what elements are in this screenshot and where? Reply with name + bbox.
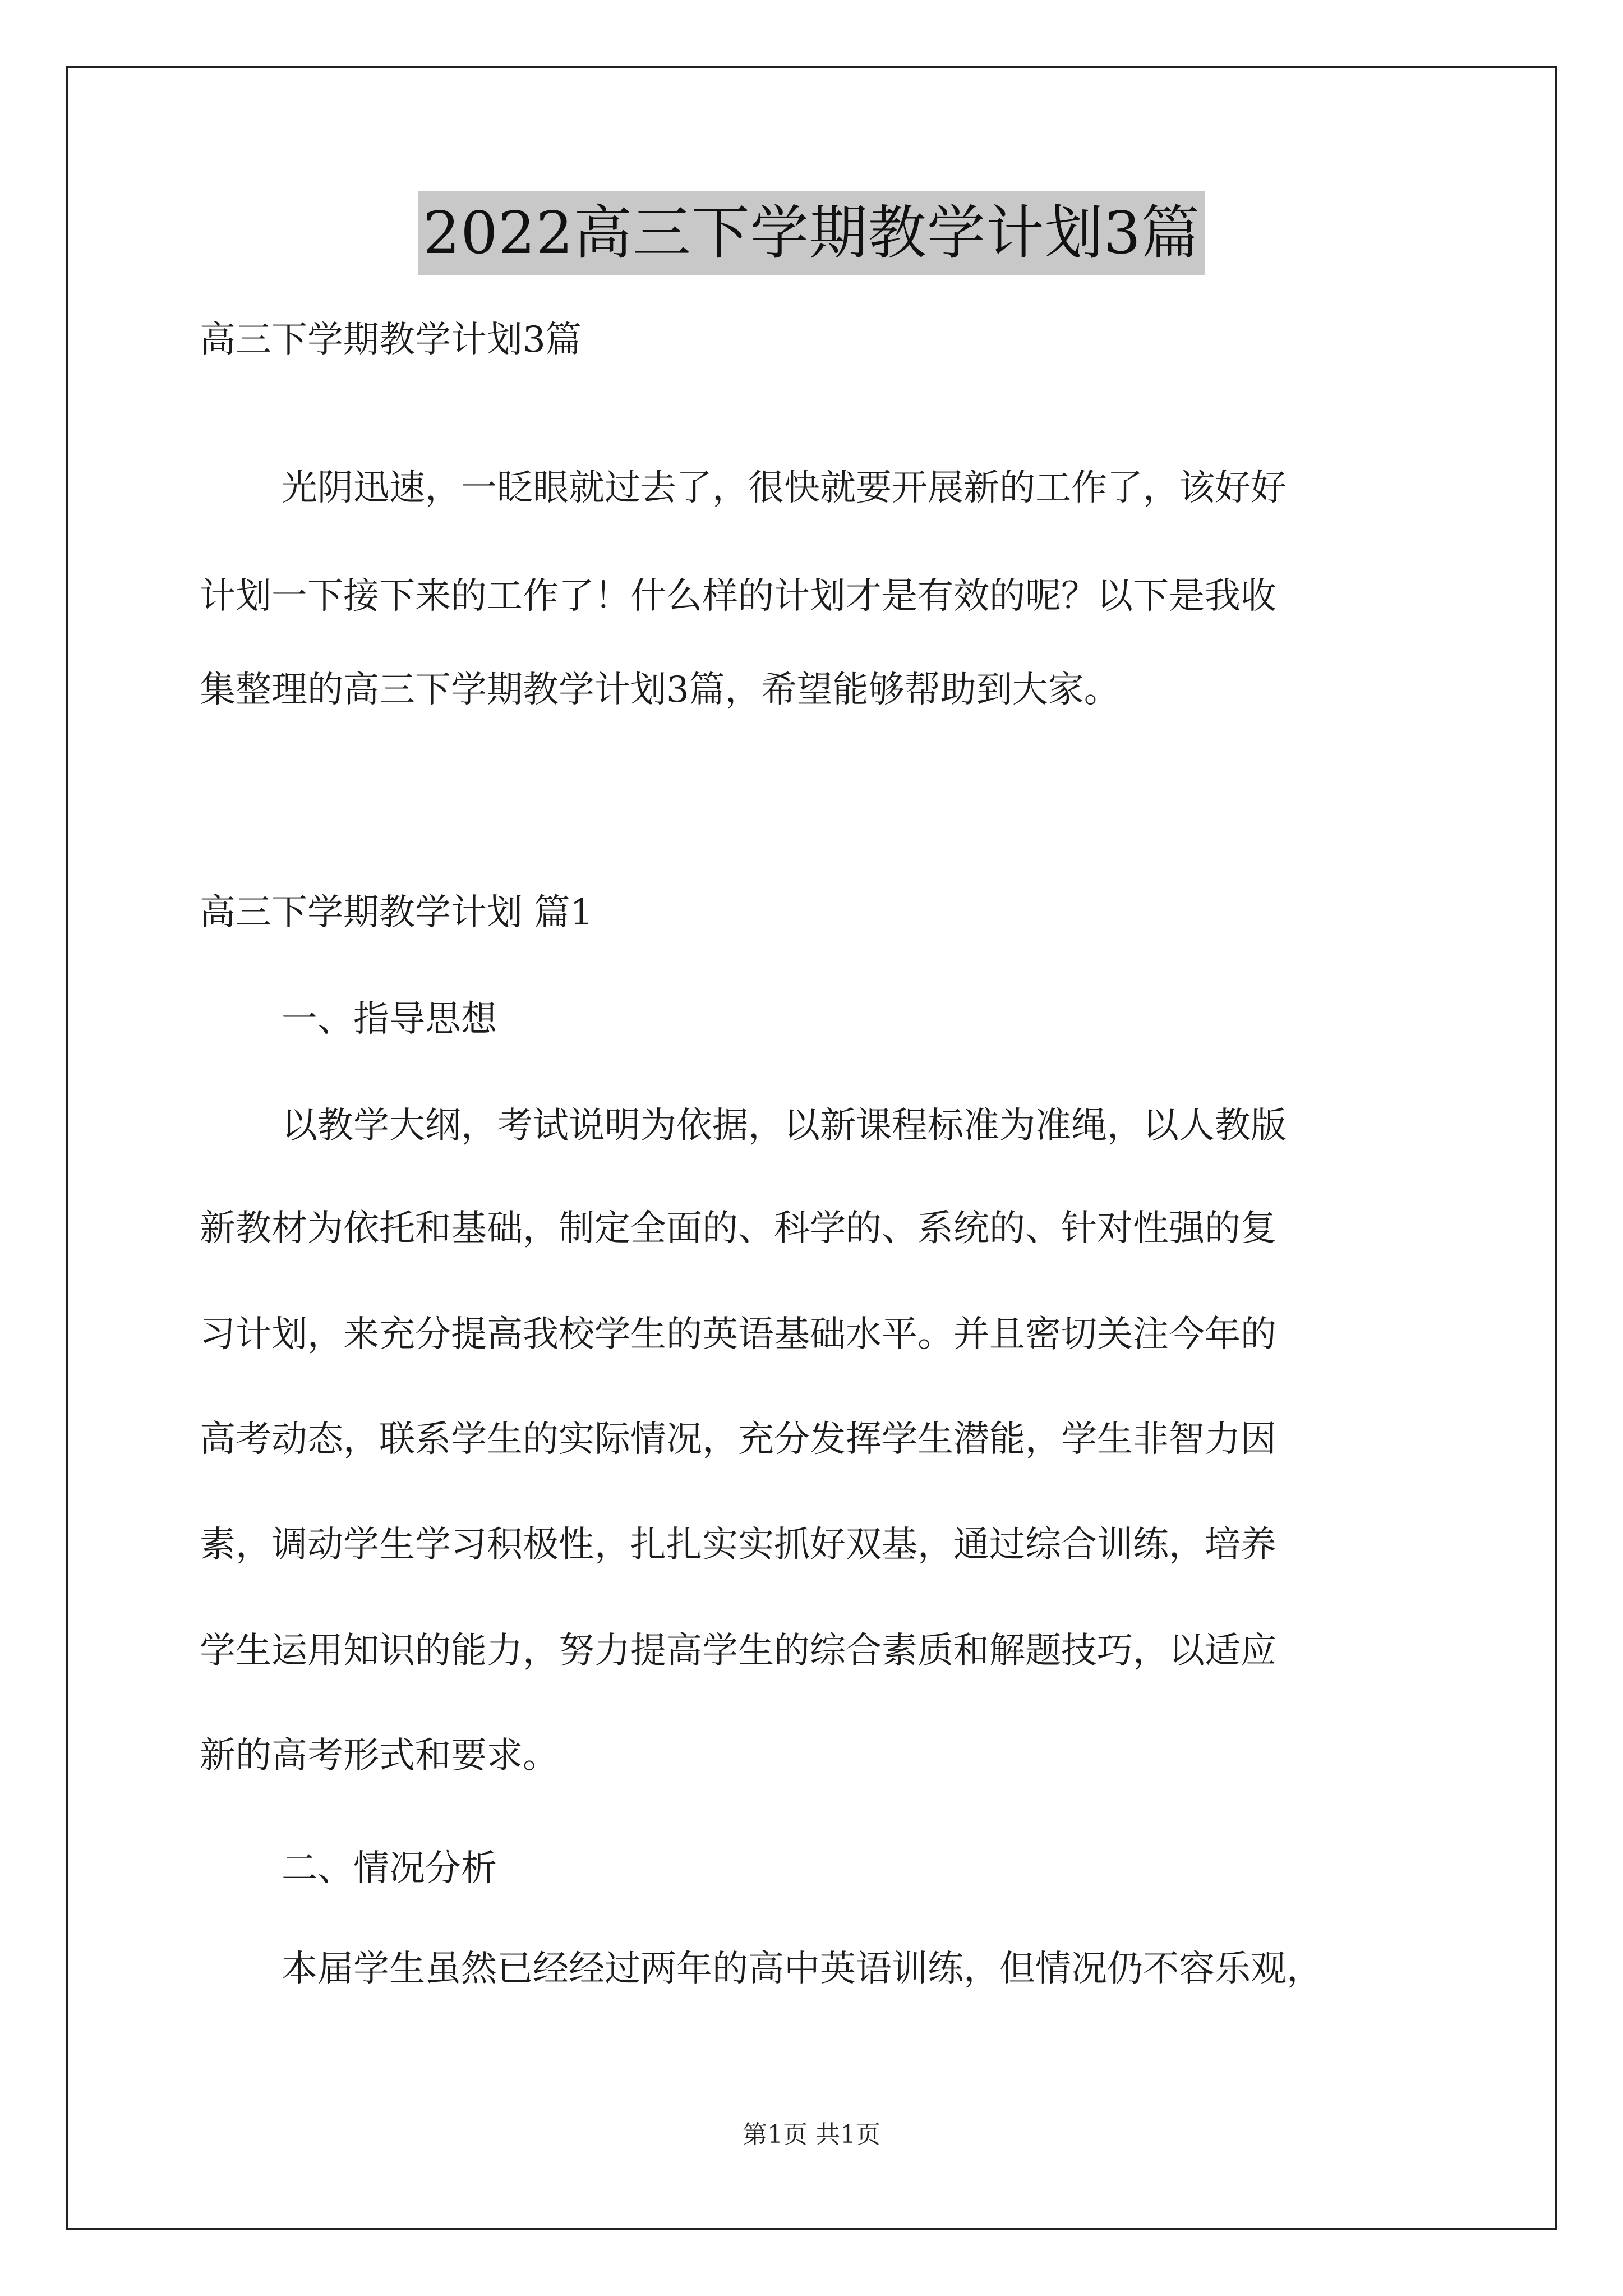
section-heading: 高三下学期教学计划 篇1: [200, 892, 593, 933]
part2-line-1: 本届学生虽然已经经过两年的高中英语训练，但情况仍不容乐观，: [282, 1948, 1322, 1990]
document-title: 2022高三下学期教学计划3篇: [418, 191, 1205, 275]
intro-line-3: 集整理的高三下学期教学计划3篇，希望能够帮助到大家。: [200, 669, 1120, 711]
intro-line-1: 光阴迅速，一眨眼就过去了，很快就要开展新的工作了，该好好: [282, 467, 1287, 509]
part1-line-3: 习计划，来充分提高我校学生的英语基础水平。并且密切关注今年的: [200, 1314, 1276, 1355]
title-container: [0, 191, 1623, 275]
part1-line-6: 学生运用知识的能力，努力提高学生的综合素质和解题技巧，以适应: [200, 1630, 1276, 1672]
part1-line-2: 新教材为依托和基础，制定全面的、科学的、系统的、针对性强的复: [200, 1208, 1276, 1249]
part1-heading: 一、指导思想: [282, 999, 497, 1040]
intro-line-2: 计划一下接下来的工作了！什么样的计划才是有效的呢？以下是我收: [200, 576, 1276, 617]
part1-line-7: 新的高考形式和要求。: [200, 1735, 559, 1777]
page-footer: 第1页 共1页: [743, 2120, 880, 2149]
part2-heading: 二、情况分析: [282, 1848, 497, 1889]
part1-line-4: 高考动态，联系学生的实际情况，充分发挥学生潜能，学生非智力因: [200, 1419, 1276, 1460]
part1-line-1: 以教学大纲，考试说明为依据，以新课程标准为准绳，以人教版: [282, 1105, 1287, 1147]
document-subtitle: 高三下学期教学计划3篇: [200, 319, 582, 361]
part1-line-5: 素，调动学生学习积极性，扎扎实实抓好双基，通过综合训练，培养: [200, 1524, 1276, 1566]
